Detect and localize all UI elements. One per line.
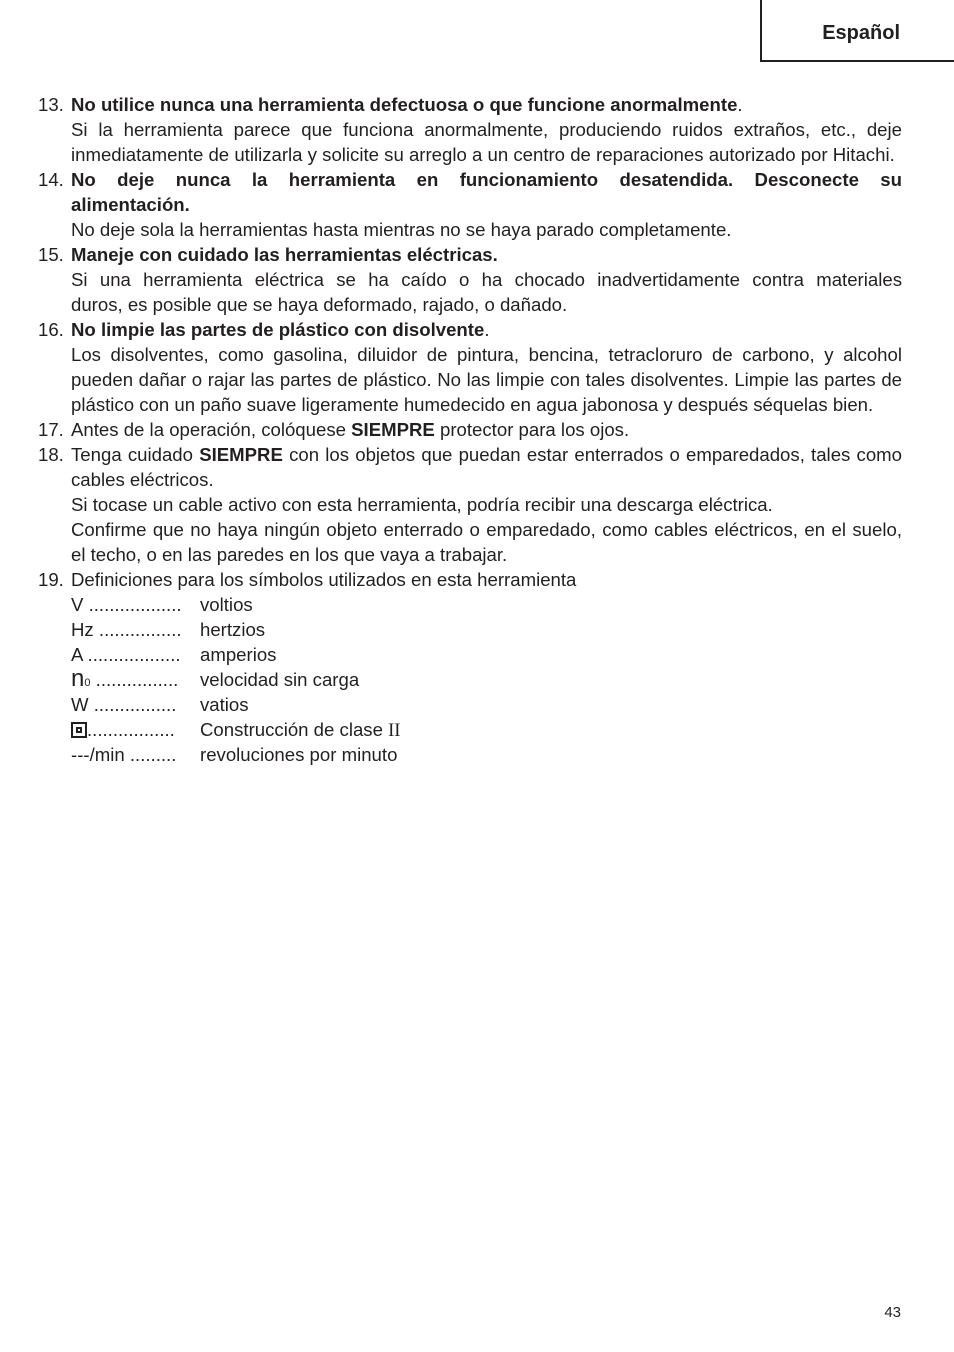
list-item-14: [38, 167, 902, 242]
item-title: No utilice nunca una herramienta defectuosa o que funcione anormalmente.: [71, 94, 743, 115]
list-item-19: [38, 567, 902, 767]
item-number: 19.: [38, 569, 64, 590]
item-number: 18.: [38, 444, 64, 465]
item-paragraph: Si tocase un cable activo con esta herramienta, podría recibir una descarga eléctrica.: [71, 494, 773, 515]
item-number: 17.: [38, 419, 64, 440]
item-title-line: No deje nunca la herramienta en funcionamiento desatendida. Desconecte su: [71, 169, 902, 190]
symbol-meaning: hertzios: [200, 619, 266, 640]
item-body-line: Si una herramienta eléctrica se ha caído o ha chocado inadvertidamente contra materiales: [71, 269, 902, 290]
symbol-meaning: velocidad sin carga: [200, 669, 360, 690]
item-number: 14.: [38, 169, 64, 190]
item-title: Maneje con cuidado las herramientas eléctricas.: [71, 244, 498, 265]
language-tab: [760, 0, 954, 62]
list-item-15: [38, 242, 902, 317]
symbol-meaning: voltios: [200, 594, 253, 615]
item-title-line: alimentación.: [71, 194, 190, 215]
list-item-17: [38, 417, 902, 442]
symbol-meaning: Construcción de clase II: [200, 719, 401, 741]
symbol-label: W ................: [71, 694, 177, 715]
symbol-row: [71, 692, 902, 717]
item-number: 13.: [38, 94, 64, 115]
symbol-label: A ..................: [71, 644, 181, 665]
symbol-label: Hz ................: [71, 619, 182, 640]
safety-instructions: [38, 92, 902, 767]
item-body-line: duros, es posible que se haya deformado, rajado, o dañado.: [71, 294, 568, 315]
page-number: 43: [884, 1304, 901, 1321]
list-item-16: [38, 317, 902, 417]
symbol-row: [71, 717, 902, 742]
item-body: Definiciones para los símbolos utilizados en esta herramienta: [71, 569, 577, 590]
language-label: Español: [822, 22, 900, 44]
item-paragraph: Confirme que no haya ningún objeto enterrado o emparedado, como cables eléctricos, en el suelo, el techo, o en las paredes en los que vaya a trabajar.: [71, 519, 902, 565]
item-body: Los disolventes, como gasolina, diluidor de pintura, bencina, tetracloruro de carbono, y alcohol pueden dañar o rajar las partes de plástico. No las limpie con tales disolventes. Limpie las partes de plástico con un paño suave ligeramente humedecido en agua jabonosa y después séquelas bien.: [71, 344, 902, 415]
symbol-label: .................: [71, 717, 175, 742]
symbol-meaning: vatios: [200, 694, 249, 715]
item-body: Si la herramienta parece que funciona anormalmente, produciendo ruidos extraños, etc., deje inmediatamente de utilizarla y solicite su arreglo a un centro de reparaciones autorizado por Hitachi.: [71, 119, 902, 165]
item-body: Antes de la operación, colóquese SIEMPRE protector para los ojos.: [71, 419, 630, 440]
item-number: 16.: [38, 319, 64, 340]
symbol-row: [71, 742, 902, 767]
list-item-18: [38, 442, 902, 567]
symbol-meaning: revoluciones por minuto: [200, 744, 398, 765]
symbol-row: [71, 592, 902, 617]
symbol-meaning: amperios: [200, 644, 277, 665]
class-ii-double-square-icon: [71, 722, 87, 738]
symbol-row: [71, 667, 902, 692]
no-load-speed-symbol: n0: [71, 665, 91, 692]
item-body: No deje sola la herramientas hasta mientras no se haya parado completamente.: [71, 219, 732, 240]
symbol-row: [71, 642, 902, 667]
item-number: 15.: [38, 244, 64, 265]
symbol-label: n0 ................: [71, 665, 179, 692]
symbol-label: ---/min .........: [71, 744, 177, 765]
item-title: No limpie las partes de plástico con disolvente.: [71, 319, 490, 340]
item-body: Tenga cuidado SIEMPRE con los objetos que puedan estar enterrados o emparedados, tales como cables eléctricos.: [71, 444, 902, 490]
symbol-row: [71, 617, 902, 642]
list-item-13: [38, 92, 902, 167]
symbol-label: V ..................: [71, 594, 182, 615]
